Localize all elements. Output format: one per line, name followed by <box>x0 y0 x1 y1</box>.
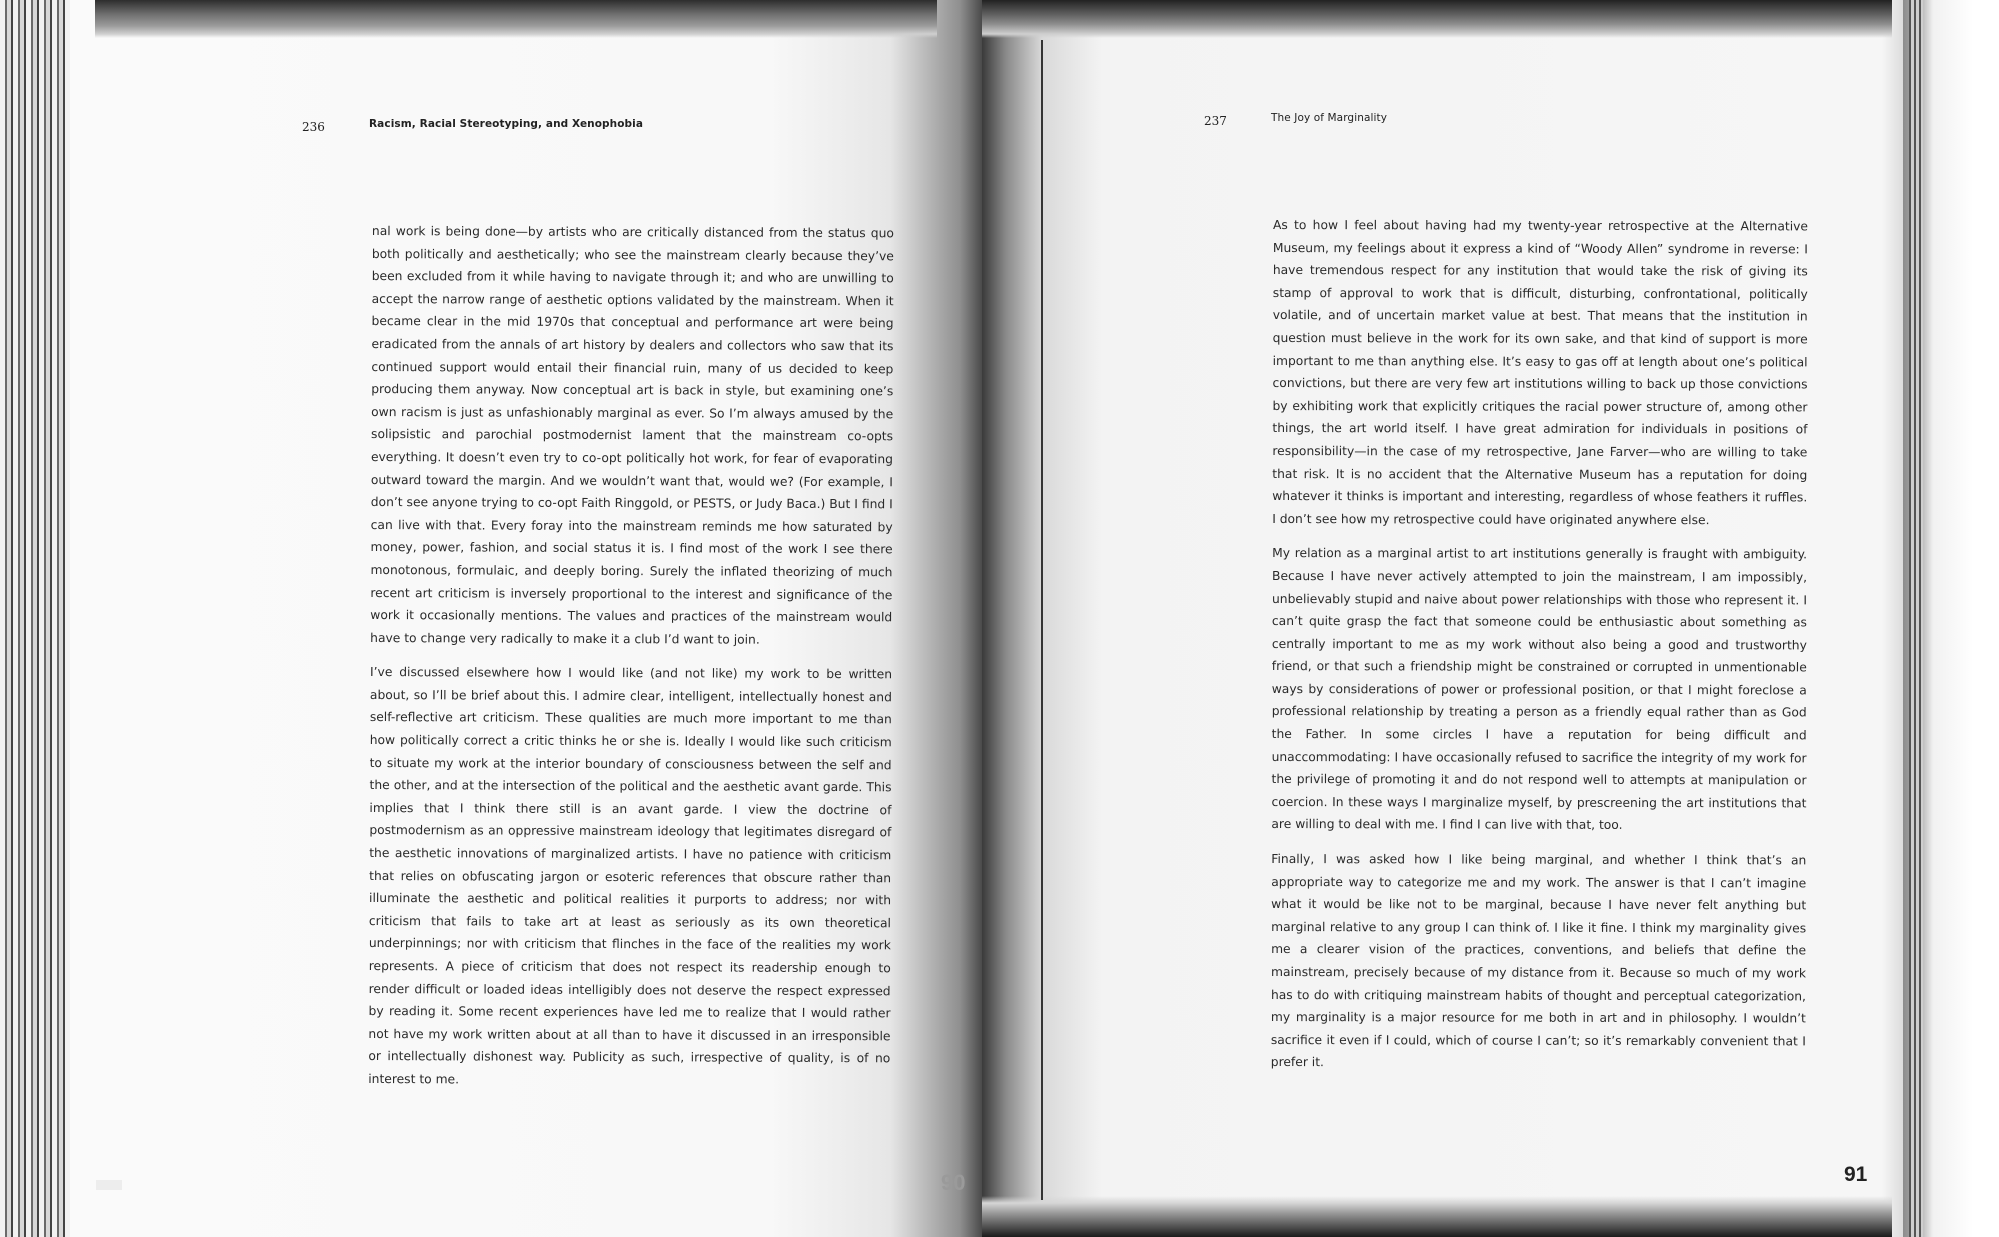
gutter-line <box>1041 40 1043 1200</box>
left-body-text <box>368 220 894 1105</box>
right-folio: 237 <box>1204 114 1227 128</box>
scan-shadow-bottom-right <box>982 1196 1892 1237</box>
scan-page-number-right: 91 <box>1844 1163 1868 1186</box>
right-running-head: The Joy of Marginality <box>1271 112 1388 124</box>
left-paragraph-1: nal work is being done—by artists who are critically distanced from the status quo both politically and aesthetically; who see the mainstream clearly because they’ve been excluded from it while having to navigate through it; and who are unwilling to accept the narrow range of aesthetic options validated by the mainstream. When it became clear in the mid 1970s that conceptual and performance art were being eradicated from the annals of art history by dealers and collectors who saw that its continued support would entail their financial ruin, many of us decided to keep producing them anyway. Now conceptual art is back in style, but examining one’s own racism is just as unfashionably marginal as ever. So I’m always amused by the solipsistic and parochial postmodernist lament that the mainstream co-opts everything. It doesn’t even try to co-opt politically hot work, for fear of evaporating outward toward the margin. And we wouldn’t want that, would we? (For example, I don’t see anyone trying to co-opt Faith Ringgold, or PESTS, or Judy Baca.) But I find I can live with that. Every foray into the mainstream reminds me how saturated by money, power, fashion, and social status it is. I find most of the work I see there monotonous, formulaic, and deeply boring. Surely the inflated theorizing of much recent art criticism is inversely proportional to the interest and significance of the work it occasionally mentions. The values and practices of the mainstream would have to change very radically to make it a club I’d want to join. <box>370 223 894 647</box>
page-edges-left <box>0 0 70 1237</box>
right-paragraph-1: As to how I feel about having had my twenty-year retrospective at the Alternative Museum, my feelings about it express a kind of “Woody Allen” syndrome in reverse: I have tremendous respect for any institution that would take the risk of giving its stamp of approval to work that is difficult, disturbing, confrontational, politically volatile, and of uncertain market value at best. That means that the institution in question must believe in the work for its own sake, and that kind of support is more important to me than anything else. It’s easy to gas off at length about one’s political convictions, but there are very few art institutions willing to back up those convictions by exhibiting work that explicitly critiques the racial power structure of, among other things, the art world itself. I have great admiration for individuals in positions of responsibility—in the case of my retrospective, Jane Farver—who are willing to take that risk. It is no accident that the Alternative Museum has a reputation for doing whatever it thinks is important and interesting, regardless of whose feathers it ruffles. I don’t see how my retrospective could have originated anywhere else. <box>1272 217 1808 527</box>
left-running-head: Racism, Racial Stereotyping, and Xenophobia <box>369 118 644 130</box>
left-paragraph-2: I’ve discussed elsewhere how I would like (and not like) my work to be written about, so I’ll be brief about this. I admire clear, intelligent, intellectually honest and self-reflective art criticism. These qualities are much more important to me than how politically correct a critic thinks he or she is. Ideally I would like such criticism to situate my work at the interior boundary of consciousness between the self and the other, and at the intersection of the political and the aesthetic avant garde. This implies that I think there still is an avant garde. I view the doctrine of postmodernism as an oppressive mainstream ideology that legitimates disregard of the aesthetic innovations of marginalized artists. I have no patience with criticism that relies on obfuscating jargon or esoteric references that obscure rather than illuminate the aesthetic and political realities it purports to address; nor with criticism that fails to take art at least as seriously as its own theoretical underpinnings; nor with criticism that flinches in the face of the realities my work represents. A piece of criticism that does not respect its readership enough to render difficult or loaded ideas intelligibly does not deserve the respect expressed by reading it. Some recent experiences have led me to realize that I would rather not have my work written about at all than to have it discussed in an irresponsible or intellectually dishonest way. Publicity as such, irrespective of quality, is of no interest to me. <box>368 665 893 1087</box>
scan-shadow-top-left <box>95 0 937 38</box>
right-paragraph-2: My relation as a marginal artist to art institutions generally is fraught with ambiguity. Because I have never actively attempted to join the mainstream, I am impossibly, unbelievably stupid and naive about power relationships with those who represent it. I can’t quite grasp the fact that someone could be enthusiastic about something as centrally important to me as my work without also being a good and trustworthy friend, or that such a friendship might be constrained or corrupted in unmentionable ways by considerations of power or professional position, or that I might foreclose a professional relationship by treating a person as a friendly equal rather than as God the Father. In some circles I have a reputation for being difficult and unaccommodating: I have occasionally refused to sacrifice the integrity of my work for the privilege of promoting it and do not respond well to attempts at manipulation or coercion. In these ways I marginalize myself, by prescreening the art institutions that are willing to deal with me. I find I can live with that, too. <box>1271 546 1808 833</box>
left-folio: 236 <box>302 120 325 134</box>
right-paragraph-3: Finally, I was asked how I like being marginal, and whether I think that’s an appropriate way to categorize me and my work. The answer is that I can’t imagine what it would be like not to be marginal, because I have never felt anything but marginal relative to any group I can think of. I like it fine. I think my marginality gives me a clearer vision of the practices, conventions, and beliefs that define the mainstream, precisely because of my distance from it. Because so much of my work has to do with critiquing mainstream habits of thought and perceptual categorization, my marginality is a major resource for me both in art and in philosophy. I wouldn’t sacrifice it even if I could, which of course I can’t; so it’s remarkably convenient that I prefer it. <box>1270 852 1807 1070</box>
faint-mark <box>96 1180 122 1190</box>
scan-page-number-left: 90 <box>941 1170 966 1195</box>
page-edges-right <box>1903 0 1999 1237</box>
right-body-text <box>1271 214 1808 1087</box>
scan-shadow-top-right <box>982 0 1892 38</box>
